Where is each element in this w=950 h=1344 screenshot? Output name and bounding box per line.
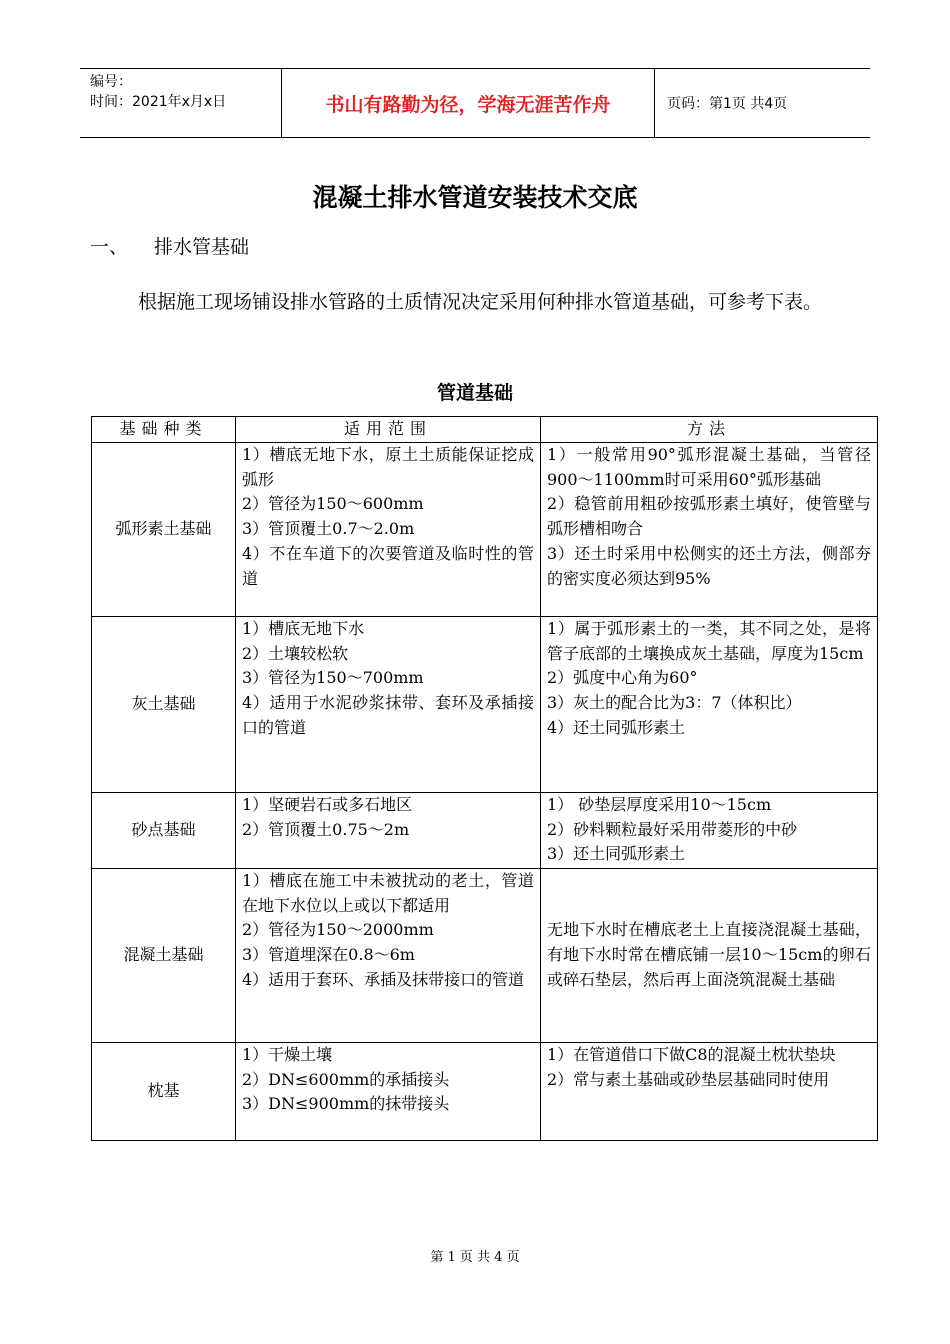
foundation-table: [91, 416, 878, 1141]
header-motto: 书山有路勤为径，学海无涯苦作舟: [282, 69, 655, 137]
scope-item: 2）管径为150～600mm: [242, 494, 424, 514]
header-kind: 基础种类: [92, 417, 236, 443]
foundation-kind: 枕基: [92, 1042, 236, 1140]
scope-item: 4）不在车道下的次要管道及临时性的管道: [242, 543, 534, 588]
foundation-kind: 砂点基础: [92, 792, 236, 868]
scope-item: 3）管顶覆土0.7～2.0m: [242, 519, 415, 539]
table-title: 管道基础: [436, 382, 513, 404]
page-footer: 第 1 页 共 4 页: [430, 1250, 520, 1265]
scope-item: 1）槽底无地下水，原土土质能保证挖成弧形: [242, 444, 534, 489]
scope-item: 2）管顶覆土0.75～2m: [242, 819, 410, 839]
foundation-kind: 灰土基础: [92, 616, 236, 792]
scope-item: 3）DN≤900mm的抹带接头: [242, 1094, 450, 1114]
method-cell: [541, 442, 878, 616]
method-item: 4）还土同弧形素土: [547, 717, 686, 737]
scope-item: 2）管径为150～2000mm: [242, 920, 434, 940]
scope-item: 2）土壤较松软: [242, 643, 349, 663]
method-item: 2）弧度中心角为60°: [547, 668, 698, 688]
section-heading: [90, 232, 249, 259]
method-item: 1）在管道借口下做C8的混凝土枕状垫块: [547, 1044, 836, 1064]
method-item: 1）一般常用90°弧形混凝土基础，当管径900～1100mm时可采用60°弧形基础: [547, 444, 871, 489]
method-cell: [541, 868, 878, 1042]
method-item: 无地下水时在槽底老土上直接浇混凝土基础，有地下水时常在槽底铺一层10～15cm的卵石或碎石垫层，然后再上面浇筑混凝土基础: [547, 920, 871, 989]
method-item: 1）属于弧形素土的一类，其不同之处，是将管子底部的土壤换成灰土基础，厚度为15cm: [547, 618, 871, 663]
method-item: 2）砂料颗粒最好采用带菱形的中砂: [547, 819, 798, 839]
header-scope: 适用范围: [236, 417, 541, 443]
scope-cell: [236, 792, 541, 868]
section-number: 一、: [90, 236, 129, 258]
table-header-row: [92, 417, 878, 443]
document-title: 混凝土排水管道安装技术交底: [312, 183, 638, 212]
method-cell: [541, 616, 878, 792]
foundation-kind: 混凝土基础: [92, 868, 236, 1042]
header-page-info: 页码：第1页 共4页: [667, 96, 788, 112]
method-item: 2）常与素土基础或砂垫层基础同时使用: [547, 1069, 830, 1089]
table-row: [92, 442, 878, 616]
method-item: 3）还土同弧形素土: [547, 844, 686, 864]
method-item: 1） 砂垫层厚度采用10～15cm: [547, 794, 772, 814]
scope-item: 1）槽底无地下水: [242, 618, 365, 638]
scope-item: 1）干燥土壤: [242, 1044, 333, 1064]
method-item: 2）稳管前用粗砂按弧形素土填好，使管壁与弧形槽相吻合: [547, 494, 871, 539]
table-row: [92, 868, 878, 1042]
scope-item: 2）DN≤600mm的承插接头: [242, 1069, 450, 1089]
table-row: [92, 616, 878, 792]
scope-item: 3）管径为150～700mm: [242, 668, 424, 688]
method-cell: [541, 792, 878, 868]
table-row: [92, 792, 878, 868]
intro-paragraph: 根据施工现场铺设排水管路的土质情况决定采用何种排水管道基础，可参考下表。: [138, 291, 823, 313]
method-item: 3）还土时采用中松侧实的还土方法，侧部夯的密实度必须达到95%: [547, 543, 871, 588]
scope-cell: [236, 442, 541, 616]
header-method: 方法: [541, 417, 878, 443]
doc-time-label: 时间：2021年x月x日: [90, 94, 227, 110]
doc-number-label: 编号：: [90, 74, 132, 90]
scope-item: 1）坚硬岩石或多石地区: [242, 794, 413, 814]
foundation-kind: 弧形素土基础: [92, 442, 236, 616]
scope-cell: [236, 1042, 541, 1140]
method-cell: [541, 1042, 878, 1140]
scope-item: 1）槽底在施工中未被扰动的老土，管道在地下水位以上或以下都适用: [242, 870, 534, 915]
section-title: 排水管基础: [154, 236, 250, 258]
scope-cell: [236, 616, 541, 792]
scope-item: 4）适用于套环、承插及抹带接口的管道: [242, 969, 525, 989]
scope-item: 3）管道埋深在0.8～6m: [242, 945, 415, 965]
table-row: [92, 1042, 878, 1140]
scope-item: 4）适用于水泥砂浆抹带、套环及承插接口的管道: [242, 693, 534, 737]
method-item: 3）灰土的配合比为3：7（体积比）: [547, 693, 802, 713]
header-meta: [80, 69, 282, 137]
page-header: [80, 68, 870, 138]
scope-cell: [236, 868, 541, 1042]
